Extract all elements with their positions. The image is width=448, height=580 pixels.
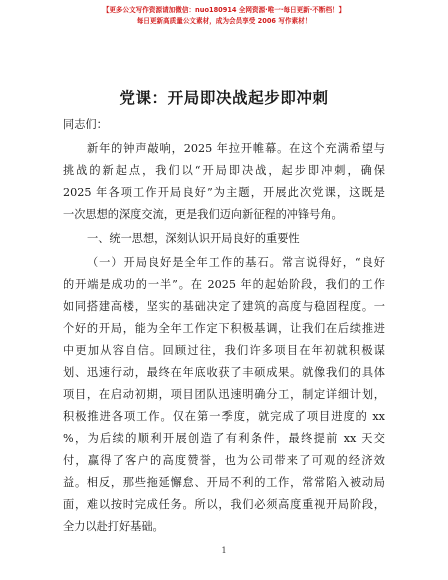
document-title: 党课：开局即决战起步即冲刺 — [119, 89, 329, 107]
body-line: 付，赢得了客户的高度赞誉，也为公司带来了可观的经济效 — [63, 454, 385, 467]
salutation: 同志们： — [63, 118, 108, 131]
body-line: 的开端是成功的一半”。在 2025 年的起始阶段，我们的工作 — [63, 278, 385, 291]
promo-banner-line-2: 每日更新高质量公文素材，成为会员享受 2006 写作素材！ — [136, 17, 312, 25]
body-line: 一次思想的深度交流，更是我们迈向新征程的冲锋号角。 — [63, 208, 343, 221]
body-line: 积极推进各项工作。仅在第一季度，就完成了项目进度的 xx — [63, 410, 385, 423]
body-line: 新年的钟声敲响，2025 年拉开帷幕。在这个充满希望与 — [87, 142, 385, 155]
body-line: 中更加从容自信。回顾过往，我们许多项目在年初就积极谋 — [63, 344, 385, 357]
body-line: （一）开局良好是全年工作的基石。常言说得好，“良好 — [87, 256, 385, 269]
body-line: 面，难以按时完成任务。所以，我们必须高度重视开局阶段， — [63, 498, 385, 511]
promo-banner-line-1: 【更多公文写作资源请加微信：nuo180914 全网资源·唯一·每日更新·不断档！】 — [102, 6, 346, 14]
section-heading: 一、统一思想，深刻认识开局良好的重要性 — [87, 232, 300, 245]
body-line: %，为后续的顺利开展创造了有利条件，最终提前 xx 天交 — [63, 432, 385, 445]
body-line: 项目，在启动初期，项目团队迅速明确分工，制定详细计划， — [63, 388, 385, 401]
body-line: 划、迅速行动，最终在年底收获了丰硕成果。就像我们的具体 — [63, 366, 385, 379]
body-line: 个好的开局，能为全年工作定下积极基调，让我们在后续推进 — [63, 322, 385, 335]
page-number: 1 — [221, 546, 227, 555]
body-line: 挑战的新起点，我们以“开局即决战，起步即冲刺，确保 — [63, 164, 385, 177]
body-line: 益。相反，那些拖延懈怠、开局不利的工作，常常陷入被动局 — [63, 476, 385, 489]
body-line: 2025 年各项工作开局良好”为主题，开展此次党课，这既是 — [63, 186, 385, 199]
body-line: 如同搭建高楼，坚实的基础决定了建筑的高度与稳固程度。一 — [63, 300, 385, 313]
body-line: 全力以赴打好基础。 — [63, 520, 164, 533]
promo-banner — [0, 5, 448, 27]
